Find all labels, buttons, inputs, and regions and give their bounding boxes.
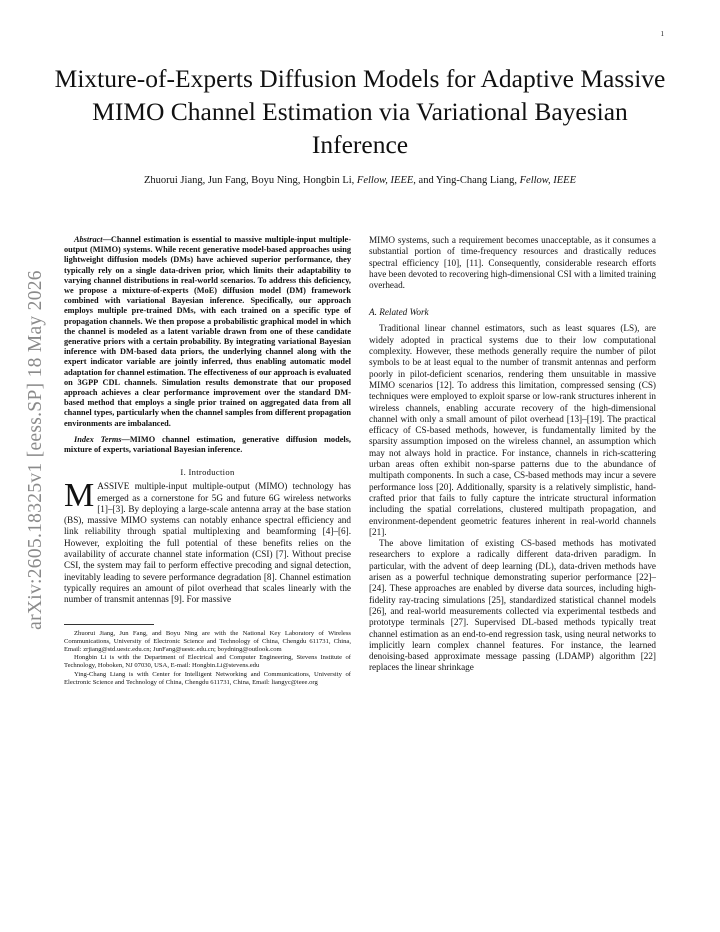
footnote-rule [64,624,154,625]
author-fellow-2: Fellow, IEEE [519,175,576,186]
subsection-heading-related-work: A. Related Work [369,307,429,318]
abstract [64,235,351,429]
index-terms-label: Index Terms [74,434,122,444]
author-names: Zhuorui Jiang, Jun Fang, Boyu Ning, Hongbin Li, [143,175,355,186]
intro-paragraph [64,477,351,605]
related-work-paragraph-1: Traditional linear channel estimators, such as least squares (LS), are widely adopted in practical systems due to their low computational complexity. However, these methods generally require the number of pilot symbols to be at least equal to the number of transmit antennas and perform poorly in pilot-deficient scenarios, rendering them unsuitable in massive MIMO scenarios [12]. To address this limitation, compressed sensing (CS) techniques were employed to exploit sparse or low-rank structures inherent in wireless channels, enabling accurate recovery of the high-dimensional channel with only a small amount of pilot overhead [13]–[19]. The practical efficacy of CS-based methods, however, is fundamentally limited by the sparsity assumption imposed on the wireless channel, an assumption which may not always hold in practice. For instance, channels in rich-scattering urban areas often exhibit non-sparse patterns due to the abundance of multipath components. In such a case, CS-based methods may incur a severe performance loss [20]. Additionally, sparsity is a relatively simplistic, hand-crafted prior that fails to fully capture the intricate structural information including the spatial correlations, clustered multipath propagation, and environment-dependent geometric features inherent in real-world channels [21]. [369,323,656,537]
intro-continuation: MIMO systems, such a requirement becomes unacceptable, as it consumes a substantial portion of time-frequency resources and drastically reduces spectral efficiency [10], [11]. Consequently, considerable research efforts have been devoted to recovering high-dimensional CSI with a limited training overhead. [369,235,656,291]
abstract-label: Abstract [74,235,103,244]
footnote-affiliation-3: Ying-Chang Liang is with Center for Intelligent Networking and Communications, University of Electronic Science and Technology of China, Chengdu 611731, China, Email: liangyc@ieee.org [64,670,351,686]
author-list [40,174,680,188]
left-column [64,235,351,687]
arxiv-sidebar [25,250,47,650]
abstract-text: —Channel estimation is essential to massive multiple-input multiple-output (MIMO) systems. While recent generative model-based approaches using lightweight diffusion models (DMs) have achieved superior performance, they typically rely on a single data-driven prior, which limits their adaptability to varying channel distributions in real-world scenarios. To address this deficiency, we propose a mixture-of-experts (MoE) diffusion model (DM) framework combined with variational Bayesian inference. Specifically, our approach employs multiple pre-trained DMs, with each trained on a specific type of propagation channels. We then propose a probabilistic graphical model in which the channel is modeled as a latent variable drawn from one of these candidate generative priors with a certain probability. By integrating variational Bayesian inference with DM-based data priors, the underlying channel along with the expert indicator variable are jointly inferred, thus enabling automatic model adaptation for channel estimation. The effectiveness of our approach is evaluated on 3GPP CDL channels. Simulation results demonstrate that our proposed approach achieves a clear performance improvement over the standard DM-based method that employs a single prior trained on aggregated data from all channel types, particularly when the channel samples from different propagation environments are imbalanced. [64,235,351,428]
right-column [369,235,656,674]
related-work-paragraph-2: The above limitation of existing CS-based methods has motivated researchers to explore a radically different data-driven paradigm. In particular, with the advent of deep learning (DL), data-driven methods have arisen as a powerful technique demonstrating superior performance [22]–[24]. These approaches are enabled by diverse data sources, including high-fidelity ray-tracing simulations [25], standardized statistical channel models [26], and real-world measurements collected via experimental testbeds and prototype terminals [27]. Supervised DL-based methods typically treat channel estimation as an end-to-end regression task, using neural networks to implicitly learn complex channel features. For instance, the learned denoising-based approximate message passing (LDAMP) algorithm [22] replaces the linear shrinkage [369,538,656,673]
index-terms [64,435,351,455]
author-fellow-1: Fellow, IEEE [356,175,414,186]
footnote-affiliation-2: Hongbin Li is with the Department of Electrical and Computer Engineering, Stevens Institute of Technology, Hoboken, NJ 07030, USA, E-mail: Hongbin.Li@stevens.edu [64,654,351,670]
footnote-affiliation-1: Zhuorui Jiang, Jun Fang, and Boyu Ning are with the National Key Laboratory of Wireless Communications, University of Electronic Science and Technology of China, Chengdu 611731, China, Email: zrjiang@std.uestc.edu.cn; JunFang@uestc.edu.cn; boydning@outlook.com [64,629,351,653]
index-terms-text: —MIMO channel estimation, generative diffusion models, mixture of experts, variational Bayesian inference. [64,434,351,455]
drop-cap: M [64,477,95,515]
paper-title: Mixture-of-Experts Diffusion Models for Adaptive Massive MIMO Channel Estimation via Variational Bayesian Inference [54,64,666,159]
page-number: 1 [660,30,664,38]
section-heading-introduction: I. Introduction [180,467,235,478]
arxiv-identifier: arXiv:2605.18325v1 [eess.SP] 18 May 2026 [25,270,46,630]
intro-text: ASSIVE multiple-input multiple-output (MIMO) technology has emerged as a cornerstone for 5G and future 6G wireless networks [1]–[3]. By deploying a large-scale antenna array at the base station (BS), massive MIMO systems can notably enhance spectral efficiency and link reliability through spatial multiplexing and beamforming [4]–[6]. However, exploiting the full potential of these benefits relies on the availability of accurate channel state information (CSI) [7]. Without precise CSI, the system may fail to perform effective precoding and signal detection, inevitably leading to severe performance degradation [8]. Channel estimation typically requires an amount of pilot overhead that scales linearly with the number of transmit antennas [9]. For massive [64,481,351,605]
author-names-2: , and Ying-Chang Liang, [413,175,517,186]
